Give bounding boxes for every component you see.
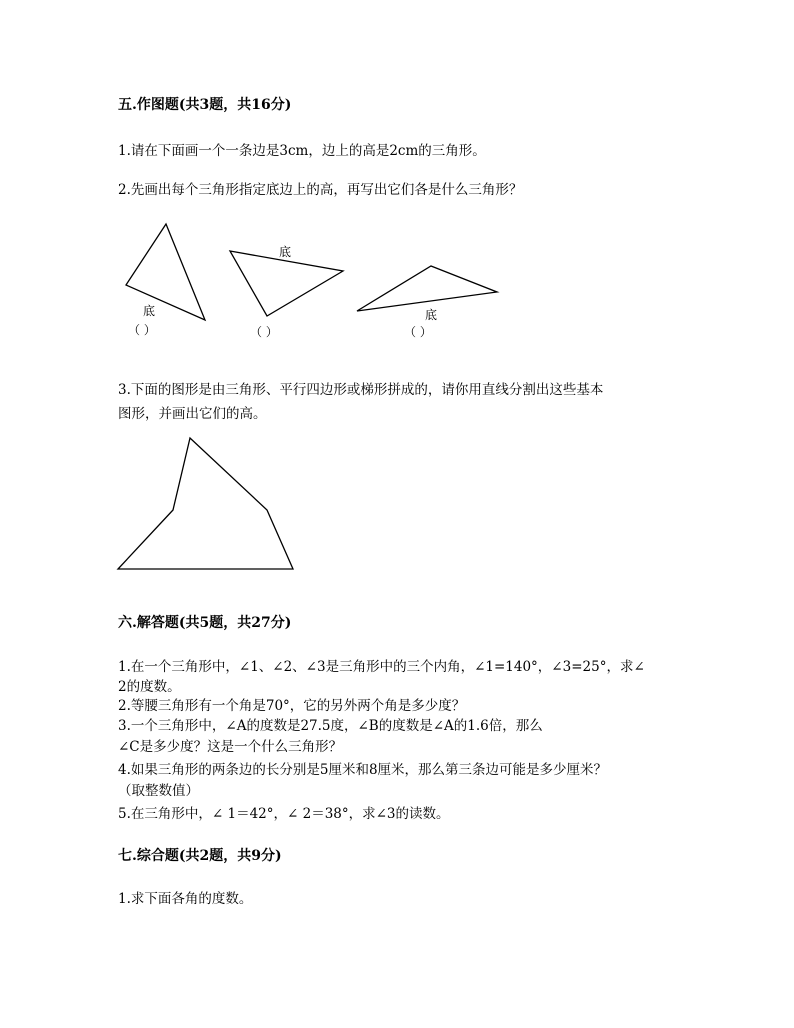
triangle-1-answer-blank: （ ） (128, 323, 156, 337)
question-6-3-line-1: 3.一个三角形中，∠A的度数是27.5度，∠B的度数是∠A的1.6倍，那么 (118, 718, 543, 734)
section-5-title: 五.作图题(共3题，共16分) (118, 97, 292, 113)
question-5-2: 2.先画出每个三角形指定底边上的高，再写出它们各是什么三角形？ (118, 182, 523, 198)
question-5-1: 1.请在下面画一个一条边是3cm，边上的高是2cm的三角形。 (118, 143, 486, 159)
question-6-2: 2.等腰三角形有一个角是70°，它的另外两个角是多少度？ (118, 698, 466, 714)
question-6-1-line-2: 2的度数。 (118, 679, 181, 695)
section-6-title: 六.解答题(共5题，共27分) (118, 615, 292, 631)
triangle-2 (230, 251, 343, 316)
section-7-title: 七.综合题(共2题，共9分) (118, 848, 282, 864)
question-6-3-line-2: ∠C是多少度？这是一个什么三角形？ (118, 739, 343, 755)
question-6-4-line-1: 4.如果三角形的两条边的长分别是5厘米和8厘米，那么第三条边可能是多少厘米？ (118, 762, 608, 778)
triangle-1 (126, 224, 205, 320)
triangle-2-answer-blank: （ ） (250, 325, 278, 339)
question-7-1: 1.求下面各角的度数。 (118, 891, 253, 907)
triangle-1-base-label: 底 (143, 304, 156, 318)
question-6-1-line-1: 1.在一个三角形中，∠1、∠2、∠3是三角形中的三个内角，∠1=140°，∠3=25°，求∠ (118, 659, 645, 675)
question-6-4-line-2: （取整数值） (118, 783, 199, 799)
question-5-3-line-2: 图形，并画出它们的高。 (118, 406, 267, 422)
question-5-3-line-1: 3.下面的图形是由三角形、平行四边形或梯形拼成的，请你用直线分割出这些基本 (118, 382, 604, 398)
question-6-5: 5.在三角形中，∠ 1＝42°，∠ 2＝38°，求∠3的读数。 (118, 806, 450, 822)
triangle-2-base-label: 底 (279, 245, 292, 259)
triangle-3-base-label: 底 (425, 308, 438, 322)
composite-figure (118, 438, 293, 569)
triangle-3 (357, 266, 497, 311)
triangle-3-answer-blank: （ ） (404, 325, 432, 339)
